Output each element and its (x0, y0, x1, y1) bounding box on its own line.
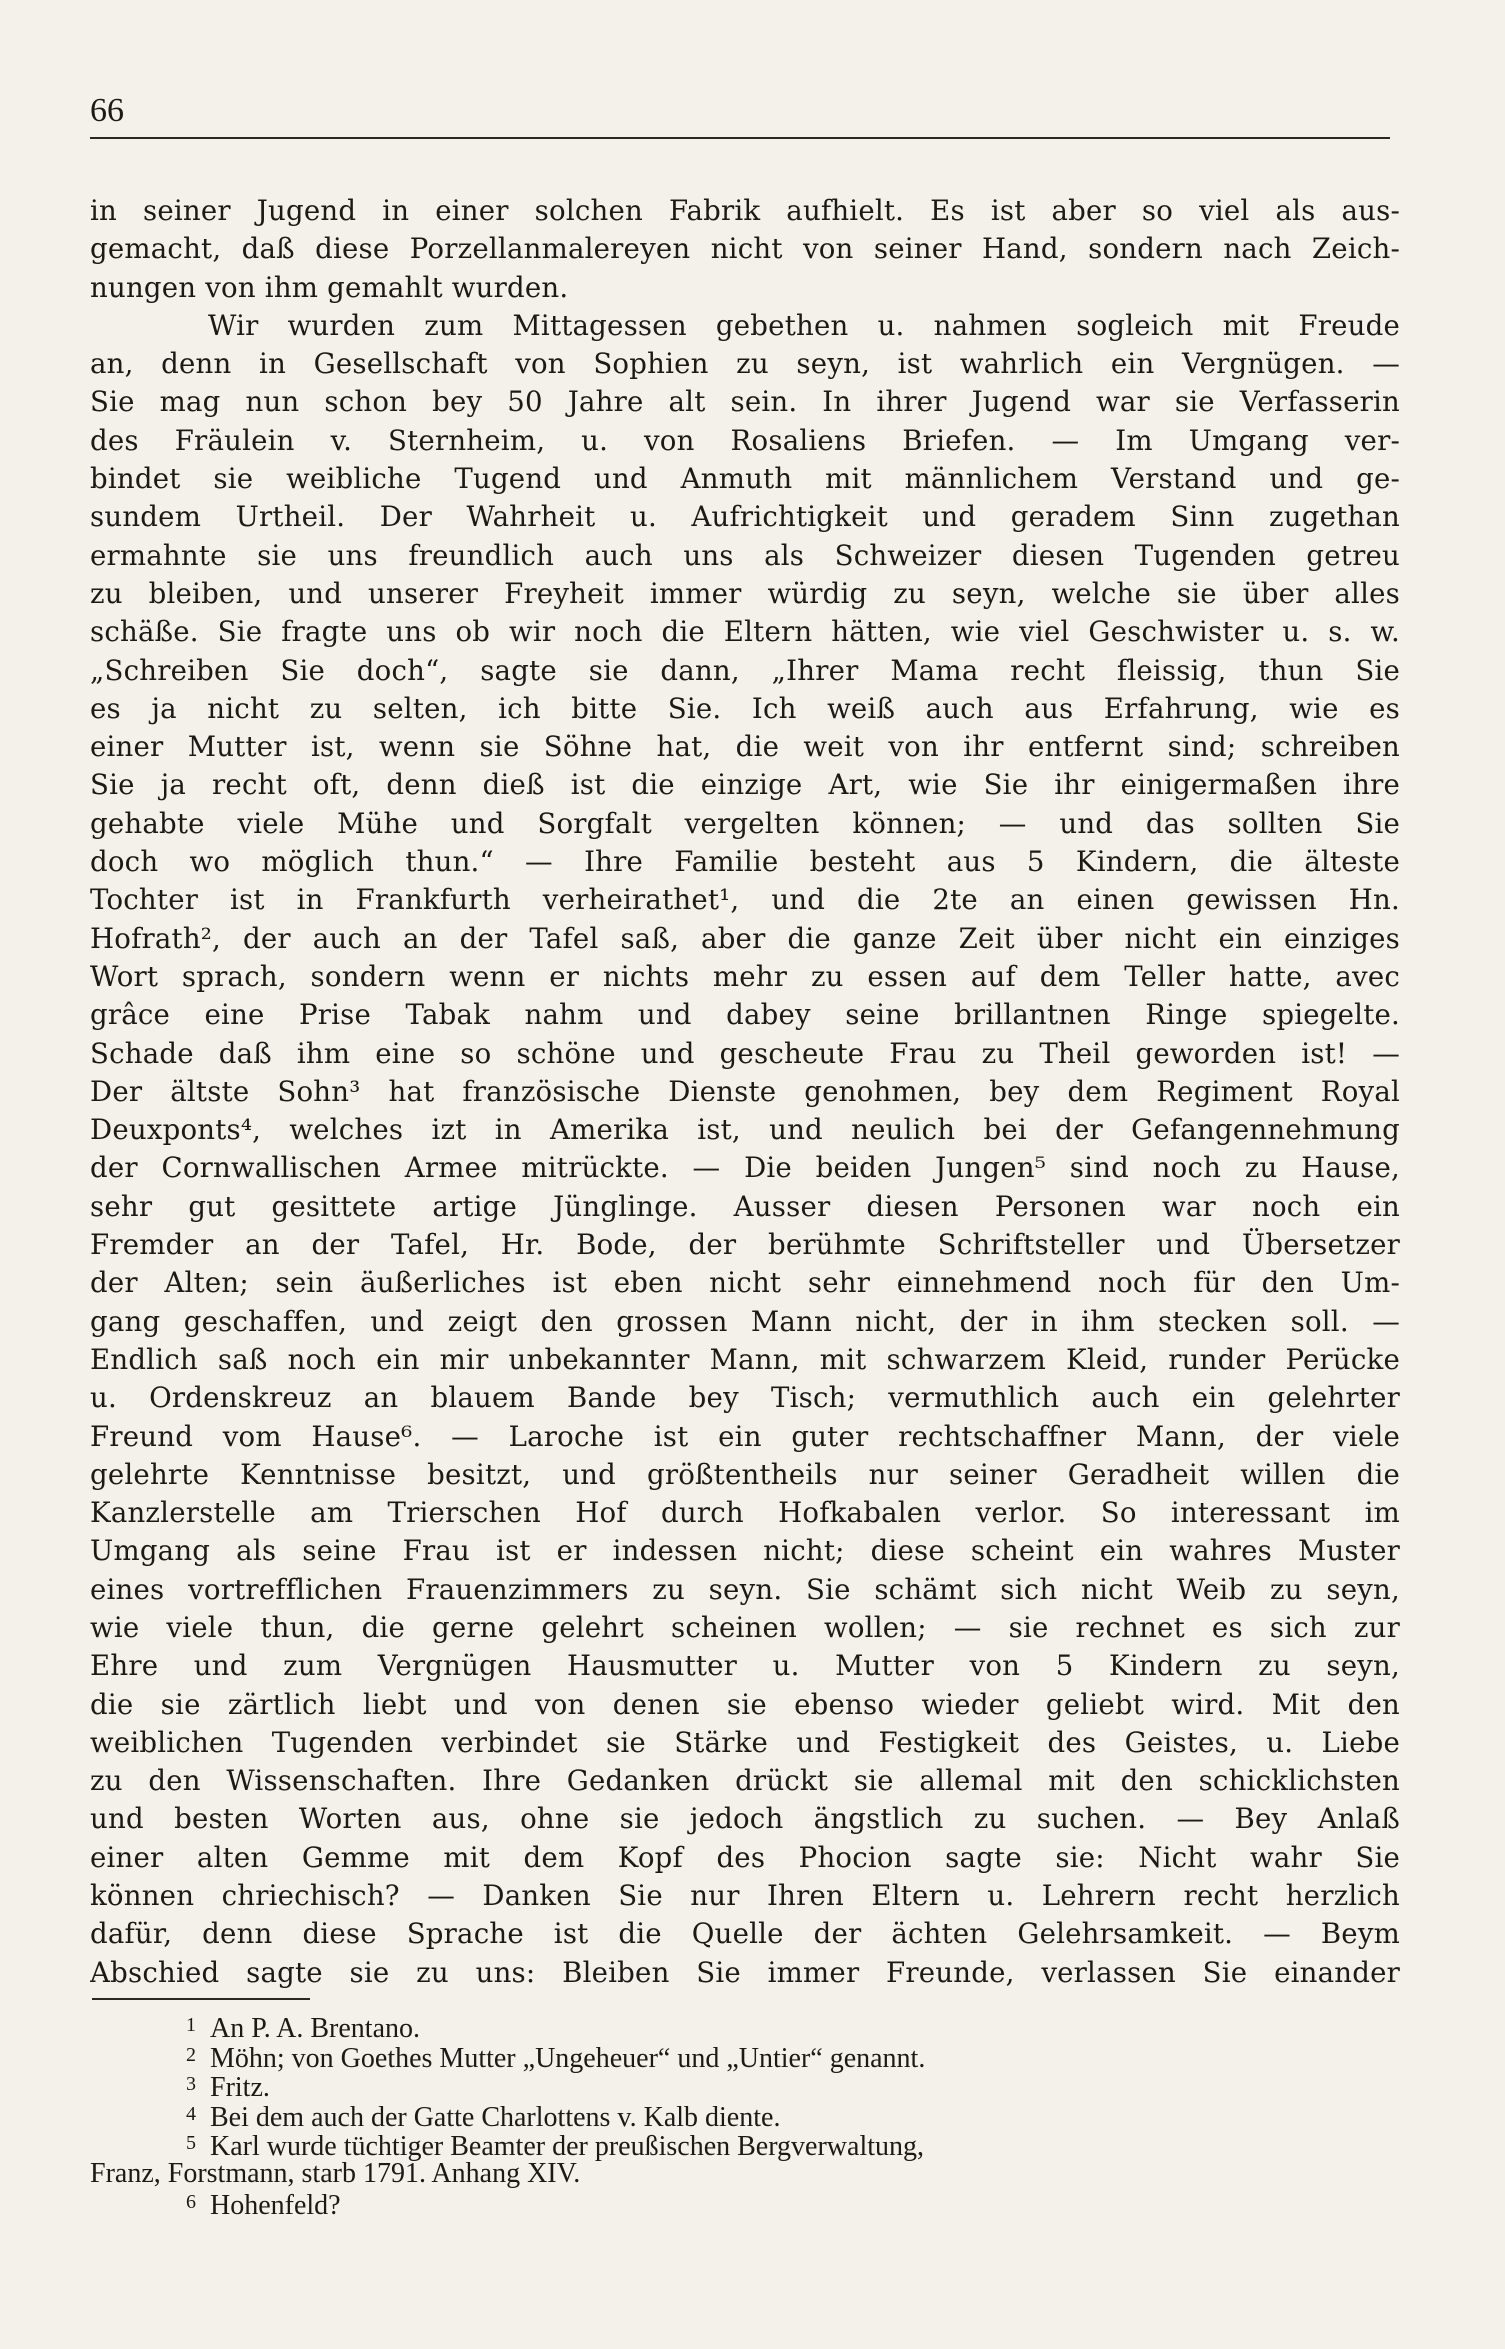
footnote-number: 6 (186, 2191, 196, 2213)
text-line: sundem Urtheil. Der Wahrheit u. Aufrichtigkeit und geradem Sinn zugethan (90, 500, 1400, 534)
text-line: gemacht, daß diese Porzellanmalereyen nicht von seiner Hand, sondern nach Zeich- (90, 232, 1400, 266)
text-line: des Fräulein v. Sternheim, u. von Rosaliens Briefen. — Im Umgang ver- (90, 423, 1400, 457)
text-line: nungen von ihm gemahlt wurden. (90, 270, 569, 304)
text-line: es ja nicht zu selten, ich bitte Sie. Ich weiß auch aus Erfahrung, wie es (90, 691, 1400, 725)
text-line: an, denn in Gesellschaft von Sophien zu seyn, ist wahrlich ein Vergnügen. — (90, 347, 1400, 381)
text-line: Fremder an der Tafel, Hr. Bode, der berühmte Schriftsteller und Übersetzer (90, 1228, 1400, 1262)
text-line: Abschied sagte sie zu uns: Bleiben Sie immer Freunde, verlassen Sie einander (90, 1955, 1400, 1989)
text-line: Wort sprach, sondern wenn er nichts mehr zu essen auf dem Teller hatte, avec (90, 959, 1400, 993)
text-line: zu bleiben, und unserer Freyheit immer würdig zu seyn, welche sie über alles (90, 576, 1400, 610)
footnote-text: Hohenfeld? (210, 2190, 341, 2221)
text-line: wie viele thun, die gerne gelehrt scheinen wollen; — sie rechnet es sich zur (90, 1610, 1400, 1644)
text-line: die sie zärtlich liebt und von denen sie ebenso wieder geliebt wird. Mit den (90, 1687, 1400, 1721)
text-line: bindet sie weibliche Tugend und Anmuth mit männlichem Verstand und ge- (90, 462, 1400, 496)
text-line: Schade daß ihm eine so schöne und gescheute Frau zu Theil geworden ist! — (90, 1036, 1400, 1070)
footnote (90, 2011, 1400, 2044)
footnote (90, 2129, 1400, 2162)
text-line: Kanzlerstelle am Trierschen Hof durch Hofkabalen verlor. So interessant im (90, 1496, 1400, 1530)
text-line: Endlich saß noch ein mir unbekannter Mann, mit schwarzem Kleid, runder Perücke (90, 1342, 1400, 1376)
footnote-text: Bei dem auch der Gatte Charlottens v. Kalb diente. (210, 2101, 781, 2133)
text-line: Ehre und zum Vergnügen Hausmutter u. Mutter von 5 Kindern zu seyn, (90, 1649, 1400, 1683)
footnote-text: Karl wurde tüchtiger Beamter der preußischen Bergverwaltung, (210, 2131, 924, 2162)
footnote-text: Franz, Forstmann, starb 1791. Anhang XIV. (90, 2157, 581, 2189)
footnote-number: 1 (186, 2014, 196, 2036)
text-line: einer alten Gemme mit dem Kopf des Phocion sagte sie: Nicht wahr Sie (90, 1840, 1400, 1874)
text-line: „Schreiben Sie doch“, sagte sie dann, „Ihrer Mama recht fleissig, thun Sie (90, 653, 1400, 687)
text-line: Freund vom Hause⁶. — Laroche ist ein guter rechtschaffner Mann, der viele (90, 1419, 1400, 1453)
footnote-text: An P. A. Brentano. (210, 2013, 420, 2044)
footnote-continuation (90, 2159, 1400, 2189)
text-line: u. Ordenskreuz an blauem Bande bey Tisch; vermuthlich auch ein gelehrter (90, 1381, 1400, 1415)
footnote-number: 3 (186, 2073, 196, 2095)
text-line: Hofrath², der auch an der Tafel saß, aber die ganze Zeit über nicht ein einziges (90, 921, 1400, 955)
footnote (90, 2188, 1400, 2221)
text-line: Der ältste Sohn³ hat französische Dienste genohmen, bey dem Regiment Royal (90, 1074, 1400, 1108)
footnote-text: Fritz. (210, 2072, 270, 2103)
footnote (90, 2070, 1400, 2103)
footnotes (90, 2011, 1400, 2221)
footnote-rule (92, 1998, 310, 2000)
text-line: der Cornwallischen Armee mitrückte. — Die beiden Jungen⁵ sind noch zu Hause, (90, 1151, 1400, 1185)
footnote-number: 2 (186, 2043, 196, 2066)
text-line: eines vortrefflichen Frauenzimmers zu seyn. Sie schämt sich nicht Weib zu seyn, (90, 1572, 1400, 1606)
footnote-number: 4 (186, 2102, 196, 2125)
text-line: einer Mutter ist, wenn sie Söhne hat, die weit von ihr entfernt sind; schreiben (90, 730, 1400, 764)
text-line: können chriechisch? — Danken Sie nur Ihren Eltern u. Lehrern recht herzlich (90, 1879, 1400, 1913)
text-line: zu den Wissenschaften. Ihre Gedanken drückt sie allemal mit den schicklichsten (90, 1764, 1400, 1798)
text-line: und besten Worten aus, ohne sie jedoch ängstlich zu suchen. — Bey Anlaß (90, 1802, 1400, 1836)
text-line: sehr gut gesittete artige Jünglinge. Ausser diesen Personen war noch ein (90, 1189, 1400, 1223)
footnote-number: 5 (186, 2132, 196, 2154)
text-line: schäße. Sie fragte uns ob wir noch die Eltern hätten, wie viel Geschwister u. s. w. (90, 615, 1400, 649)
text-line: grâce eine Prise Tabak nahm und dabey seine brillantnen Ringe spiegelte. (90, 998, 1400, 1032)
text-line: dafür, denn diese Sprache ist die Quelle der ächten Gelehrsamkeit. — Beym (90, 1917, 1400, 1951)
text-line: Umgang als seine Frau ist er indessen nicht; diese scheint ein wahres Muster (90, 1534, 1400, 1568)
text-line: gehabte viele Mühe und Sorgfalt vergelten können; — und das sollten Sie (90, 806, 1400, 840)
text-line: gelehrte Kenntnisse besitzt, und größtentheils nur seiner Geradheit willen die (90, 1457, 1400, 1491)
footnote-text: Möhn; von Goethes Mutter „Ungeheuer“ und „Untier“ genannt. (210, 2042, 926, 2074)
text-line: Tochter ist in Frankfurth verheirathet¹, und die 2te an einen gewissen Hn. (90, 883, 1400, 917)
text-line: der Alten; sein äußerliches ist eben nicht sehr einnehmend noch für den Um- (90, 1266, 1400, 1300)
text-line: in seiner Jugend in einer solchen Fabrik aufhielt. Es ist aber so viel als aus- (90, 194, 1400, 227)
text-line: Wir wurden zum Mittagessen gebethen u. nahmen sogleich mit Freude (208, 308, 1400, 342)
text-line: weiblichen Tugenden verbindet sie Stärke und Festigkeit des Geistes, u. Liebe (90, 1725, 1400, 1759)
text-line: doch wo möglich thun.“ — Ihre Familie besteht aus 5 Kindern, die älteste (90, 845, 1400, 879)
text-line: Deuxponts⁴, welches izt in Amerika ist, und neulich bei der Gefangennehmung (90, 1113, 1400, 1147)
text-line: Sie ja recht oft, denn dieß ist die einzige Art, wie Sie ihr einigermaßen ihre (90, 768, 1400, 802)
footnote (90, 2100, 1400, 2133)
header-rule (90, 137, 1390, 139)
footnote (90, 2041, 1400, 2074)
text-line: gang geschaffen, und zeigt den grossen Mann nicht, der in ihm stecken soll. — (90, 1304, 1400, 1338)
text-line: ermahnte sie uns freundlich auch uns als Schweizer diesen Tugenden getreu (90, 538, 1400, 572)
text-line: Sie mag nun schon bey 50 Jahre alt sein. In ihrer Jugend war sie Verfasserin (90, 385, 1400, 419)
body-text (90, 192, 1400, 1992)
page-number: 66 (90, 92, 124, 129)
